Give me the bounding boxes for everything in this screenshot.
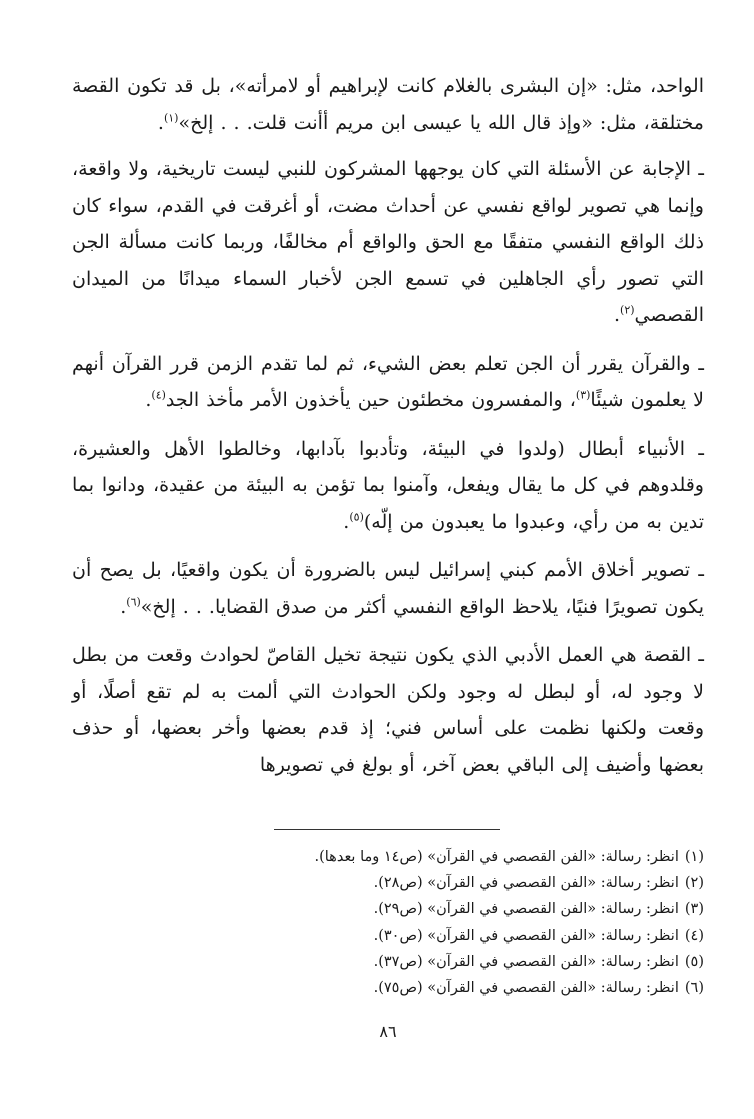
paragraph-5-end: .: [120, 595, 127, 618]
page-number: ٨٦: [379, 1022, 397, 1041]
paragraph-3: [72, 346, 704, 419]
paragraph-6: [72, 637, 704, 783]
footnote-item: [72, 896, 704, 922]
paragraph-3-end: .: [145, 389, 152, 411]
footnote-text: انظر: رسالة: «الفن القصصي في القرآن» (ص٧٥).: [373, 980, 679, 997]
page-body: [72, 68, 704, 1119]
paragraph-3-text: ـ والقرآن يقرر أن الجن تعلم بعض الشيء، ثم لما تقدم الزمن قرر القرآن أنهم لا يعلمون شيئًا: [72, 352, 704, 411]
footnote-text: انظر: رسالة: «الفن القصصي في القرآن» (ص٢٩).: [373, 901, 679, 918]
paragraph-2-end: .: [613, 304, 621, 326]
footnote-text: انظر: رسالة: «الفن القصصي في القرآن» (ص١٤ وما بعدها).: [314, 849, 679, 865]
paragraph-1-text: الواحد، مثل: «إن البشرى بالغلام كانت لإبراهيم أو لامرأته»، بل قد تكون القصة مختلقة، مثل: «وإذ قال الله يا عيسى ابن مريم أأنت قلت. . . إلخ»: [72, 75, 704, 134]
footnote-item: [72, 844, 704, 870]
paragraph-1-end: .: [157, 111, 164, 134]
paragraph-6-text: ـ القصة هي العمل الأدبي الذي يكون نتيجة تخيل القاصّ لحوادث وقعت من بطل لا وجود له، أو لبطل له وجود ولكن الحوادث التي ألمت به لم تقع أصلًا، أو وقعت ولكنها نظمت على أساس فني؛ إذ قدم بعضها وأخر بعضها، أو حذف بعضها وأضيف إلى الباقي بعض آخر، أو بولغ في تصويرها: [72, 644, 704, 776]
footnote-number: (٢): [684, 875, 704, 892]
footnote-item: [72, 870, 704, 896]
footnote-ref-2[interactable]: (٢): [620, 303, 635, 317]
footnote-text: انظر: رسالة: «الفن القصصي في القرآن» (ص٣٧).: [373, 953, 679, 970]
paragraph-5-text: ـ تصوير أخلاق الأمم كبني إسرائيل ليس بالضرورة أن يكون واقعيًا، بل يصح أن يكون تصويرًا فنيًا، يلاحظ الواقع النفسي أكثر من صدق القضايا. . . إلخ»: [72, 559, 704, 618]
footnote-number: (٣): [684, 901, 704, 918]
paragraph-4-text: ـ الأنبياء أبطال (ولدوا في البيئة، وتأدبوا بآدابها، وخالطوا الأهل والعشيرة، وقلدوهم في كل ما يقال ويفعل، وآمنوا بما تؤمن به البيئة من عقيدة، ودانوا بما تدين به من رأي، وعبدوا ما يعبدون من إلّه): [72, 437, 704, 533]
footnote-number: (٦): [684, 980, 704, 997]
footnote-ref-3[interactable]: (٣): [575, 388, 591, 402]
footnote-number: (١): [684, 849, 704, 865]
paragraph-2-text: ـ الإجابة عن الأسئلة التي كان يوجهها المشركون للنبي ليست تاريخية، ولا واقعة، وإنما هي تصوير لواقع نفسي عن أحداث مضت، أو أغرقت في القدم، سواء كان ذلك الواقع النفسي متفقًا مع الحق والواقع أم مخالفًا، وربما كانت مسألة الجن التي تصور رأي الجاهلين في تسمع الجن لأخبار السماء ميدانًا من الميدان القصصي: [72, 158, 704, 326]
paragraph-4: [72, 431, 704, 541]
paragraph-2: [72, 151, 704, 334]
footnote-ref-1[interactable]: (١): [163, 111, 179, 125]
paragraph-4-end: .: [343, 510, 350, 533]
footnote-item: [72, 923, 704, 949]
footnote-text: انظر: رسالة: «الفن القصصي في القرآن» (ص٢٨).: [373, 875, 679, 892]
paragraph-5: [72, 552, 704, 625]
footnote-item: [72, 949, 704, 975]
footnote-item: [72, 975, 704, 1001]
footnote-ref-5[interactable]: (٥): [349, 510, 364, 524]
footnote-number: (٤): [684, 927, 704, 944]
footnote-number: (٥): [684, 953, 704, 970]
paragraph-1: [72, 68, 704, 141]
footnote-ref-6[interactable]: (٦): [126, 595, 141, 609]
footnote-separator: [274, 829, 500, 830]
footnotes-list: [72, 844, 704, 1001]
footnote-text: انظر: رسالة: «الفن القصصي في القرآن» (ص٣٠).: [373, 927, 679, 944]
paragraph-3-middle: ، والمفسرون مخطئون حين يأخذون الأمر مأخذ الجد: [165, 389, 576, 411]
footnote-ref-4[interactable]: (٤): [151, 388, 166, 402]
